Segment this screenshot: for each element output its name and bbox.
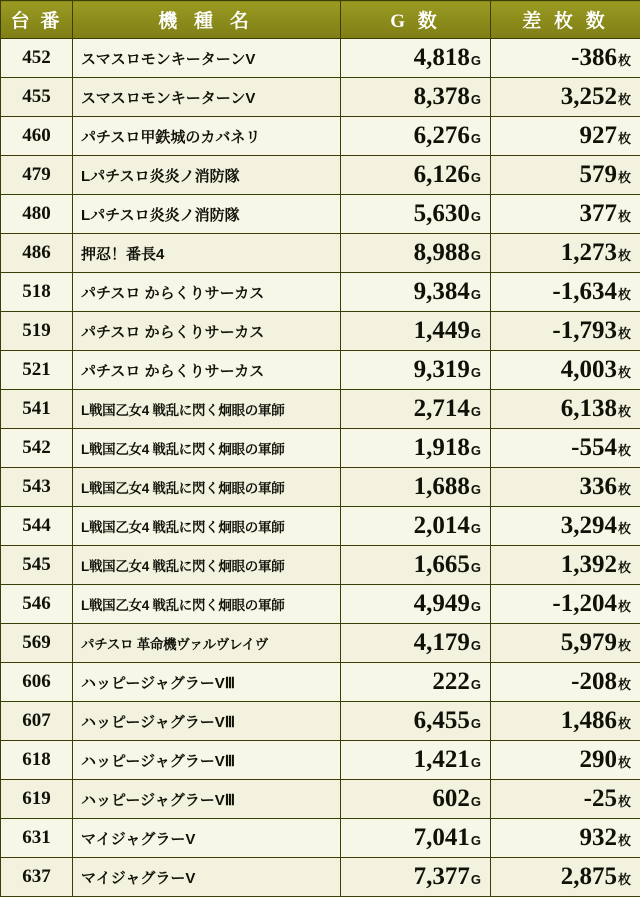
game-count-value: 4,818 [413,44,470,71]
medal-difference-value: 4,003 [560,356,617,383]
cell-machine-name: パチスロ 革命機ヴァルヴレイヴ [73,624,341,663]
table-header-row [1,1,640,39]
medal-difference-value: 3,294 [560,512,617,539]
cell-machine-number: 543 [1,468,73,507]
cell-machine-name: スマスロモンキーターンV [73,39,341,78]
medal-difference-unit: 枚 [617,248,631,263]
medal-difference-value: 579 [579,161,617,188]
column-header-machine-name: 機 種 名 [73,1,341,39]
cell-medal-difference [491,702,640,741]
cell-machine-number: 541 [1,390,73,429]
cell-medal-difference [491,624,640,663]
cell-machine-name: L戦国乙女4 戦乱に閃く炯眼の軍師 [73,507,341,546]
cell-medal-difference [491,780,640,819]
game-count-unit: G [470,209,481,224]
table-row [1,858,640,897]
cell-machine-number: 486 [1,234,73,273]
medal-difference-value: 3,252 [560,83,617,110]
game-count-unit: G [470,53,481,68]
table-row [1,429,640,468]
table-row [1,273,640,312]
column-header-machine-number: 台 番 [1,1,73,39]
cell-medal-difference [491,819,640,858]
cell-machine-number: 545 [1,546,73,585]
cell-game-count [341,624,491,663]
medal-difference-unit: 枚 [617,365,631,380]
column-header-game-count: G 数 [341,1,491,39]
game-count-unit: G [470,365,481,380]
medal-difference-value: 1,392 [560,551,617,578]
table-row [1,351,640,390]
game-count-unit: G [470,521,481,536]
cell-medal-difference [491,429,640,468]
cell-medal-difference [491,663,640,702]
medal-difference-unit: 枚 [617,170,631,185]
cell-game-count [341,78,491,117]
cell-game-count [341,312,491,351]
cell-game-count [341,780,491,819]
game-count-value: 602 [432,785,470,812]
cell-machine-number: 460 [1,117,73,156]
table-row [1,663,640,702]
cell-game-count [341,702,491,741]
medal-difference-unit: 枚 [617,287,631,302]
table-row [1,741,640,780]
medal-difference-value: -25 [583,785,617,812]
medal-difference-value: -1,204 [552,590,617,617]
medal-difference-value: -1,793 [552,317,617,344]
cell-medal-difference [491,195,640,234]
cell-game-count [341,234,491,273]
game-count-unit: G [470,248,481,263]
table-row [1,156,640,195]
medal-difference-value: 5,979 [560,629,617,656]
medal-difference-value: 290 [579,746,617,773]
medal-difference-unit: 枚 [617,482,631,497]
game-count-value: 222 [432,668,470,695]
table-row [1,390,640,429]
cell-medal-difference [491,468,640,507]
game-count-value: 1,918 [413,434,470,461]
game-count-unit: G [470,482,481,497]
game-count-value: 1,449 [413,317,470,344]
game-count-value: 2,014 [413,512,470,539]
table-row [1,546,640,585]
table-row [1,468,640,507]
cell-game-count [341,273,491,312]
medal-difference-unit: 枚 [617,833,631,848]
medal-difference-unit: 枚 [617,443,631,458]
cell-machine-number: 631 [1,819,73,858]
cell-machine-number: 619 [1,780,73,819]
cell-medal-difference [491,351,640,390]
game-count-value: 7,041 [413,824,470,851]
medal-difference-value: -554 [571,434,617,461]
game-count-value: 1,688 [413,473,470,500]
table-row [1,507,640,546]
cell-game-count [341,429,491,468]
game-count-value: 1,421 [413,746,470,773]
column-header-medal-difference: 差 枚 数 [491,1,640,39]
cell-game-count [341,156,491,195]
medal-difference-unit: 枚 [617,209,631,224]
cell-medal-difference [491,741,640,780]
cell-machine-name: L戦国乙女4 戦乱に閃く炯眼の軍師 [73,546,341,585]
game-count-unit: G [470,92,481,107]
game-count-value: 4,179 [413,629,470,656]
cell-machine-name: ハッピージャグラーVⅢ [73,663,341,702]
cell-game-count [341,195,491,234]
game-count-unit: G [470,716,481,731]
game-count-unit: G [470,131,481,146]
cell-machine-number: 544 [1,507,73,546]
cell-game-count [341,117,491,156]
cell-machine-number: 546 [1,585,73,624]
medal-difference-unit: 枚 [617,599,631,614]
cell-machine-number: 542 [1,429,73,468]
cell-machine-name: ハッピージャグラーVⅢ [73,741,341,780]
game-count-unit: G [470,677,481,692]
medal-difference-value: 1,486 [560,707,617,734]
game-count-value: 6,276 [413,122,470,149]
cell-machine-number: 480 [1,195,73,234]
table-row [1,312,640,351]
table-row [1,195,640,234]
cell-machine-name: ハッピージャグラーVⅢ [73,780,341,819]
medal-difference-unit: 枚 [617,716,631,731]
table-row [1,702,640,741]
table-row [1,819,640,858]
table-row [1,39,640,78]
medal-difference-value: -1,634 [552,278,617,305]
cell-game-count [341,351,491,390]
cell-medal-difference [491,273,640,312]
cell-machine-number: 606 [1,663,73,702]
cell-machine-name: パチスロ からくりサーカス [73,273,341,312]
cell-machine-number: 452 [1,39,73,78]
cell-medal-difference [491,858,640,897]
game-count-value: 1,665 [413,551,470,578]
game-count-unit: G [470,560,481,575]
medal-difference-value: 6,138 [560,395,617,422]
medal-difference-unit: 枚 [617,92,631,107]
cell-machine-number: 518 [1,273,73,312]
game-count-value: 6,455 [413,707,470,734]
cell-machine-name: パチスロ からくりサーカス [73,312,341,351]
cell-game-count [341,507,491,546]
game-count-unit: G [470,326,481,341]
game-count-value: 9,384 [413,278,470,305]
cell-game-count [341,390,491,429]
game-count-unit: G [470,833,481,848]
cell-medal-difference [491,117,640,156]
medal-difference-value: 927 [579,122,617,149]
cell-machine-name: マイジャグラーV [73,819,341,858]
cell-game-count [341,819,491,858]
medal-difference-unit: 枚 [617,131,631,146]
cell-game-count [341,585,491,624]
game-count-unit: G [470,443,481,458]
game-count-value: 7,377 [413,863,470,890]
medal-difference-unit: 枚 [617,53,631,68]
medal-difference-value: 1,273 [560,239,617,266]
game-count-value: 6,126 [413,161,470,188]
game-count-value: 5,630 [413,200,470,227]
cell-medal-difference [491,390,640,429]
cell-medal-difference [491,585,640,624]
cell-machine-name: ハッピージャグラーVⅢ [73,702,341,741]
cell-medal-difference [491,546,640,585]
cell-game-count [341,663,491,702]
cell-medal-difference [491,312,640,351]
game-count-unit: G [470,287,481,302]
cell-machine-name: Lパチスロ炎炎ノ消防隊 [73,156,341,195]
game-count-unit: G [470,170,481,185]
cell-game-count [341,39,491,78]
game-count-unit: G [470,872,481,887]
cell-machine-number: 618 [1,741,73,780]
medal-difference-value: 336 [579,473,617,500]
medal-difference-unit: 枚 [617,404,631,419]
cell-machine-name: L戦国乙女4 戦乱に閃く炯眼の軍師 [73,585,341,624]
table-body [1,39,640,897]
game-count-value: 8,988 [413,239,470,266]
table-header [1,1,640,39]
table-row [1,117,640,156]
medal-difference-unit: 枚 [617,755,631,770]
medal-difference-unit: 枚 [617,560,631,575]
cell-game-count [341,858,491,897]
medal-difference-value: 377 [579,200,617,227]
medal-difference-unit: 枚 [617,326,631,341]
cell-game-count [341,546,491,585]
medal-difference-value: 2,875 [560,863,617,890]
cell-machine-name: L戦国乙女4 戦乱に閃く炯眼の軍師 [73,390,341,429]
medal-difference-unit: 枚 [617,521,631,536]
medal-difference-unit: 枚 [617,638,631,653]
medal-difference-unit: 枚 [617,794,631,809]
table-row [1,234,640,273]
cell-machine-number: 637 [1,858,73,897]
game-count-unit: G [470,794,481,809]
cell-medal-difference [491,78,640,117]
cell-machine-name: 押忍！番長4 [73,234,341,273]
table-row [1,780,640,819]
table-row [1,78,640,117]
cell-game-count [341,468,491,507]
game-count-value: 2,714 [413,395,470,422]
medal-difference-value: -386 [571,44,617,71]
game-count-unit: G [470,404,481,419]
cell-machine-name: パチスロ からくりサーカス [73,351,341,390]
game-count-unit: G [470,599,481,614]
cell-game-count [341,741,491,780]
medal-difference-unit: 枚 [617,677,631,692]
cell-medal-difference [491,234,640,273]
cell-machine-name: Lパチスロ炎炎ノ消防隊 [73,195,341,234]
cell-medal-difference [491,507,640,546]
cell-medal-difference [491,39,640,78]
cell-machine-number: 569 [1,624,73,663]
cell-medal-difference [491,156,640,195]
game-count-unit: G [470,755,481,770]
game-count-value: 9,319 [413,356,470,383]
cell-machine-number: 521 [1,351,73,390]
medal-difference-value: -208 [571,668,617,695]
cell-machine-number: 607 [1,702,73,741]
table-row [1,585,640,624]
game-count-value: 4,949 [413,590,470,617]
game-count-value: 8,378 [413,83,470,110]
cell-machine-name: スマスロモンキーターンV [73,78,341,117]
table-row [1,624,640,663]
cell-machine-name: マイジャグラーV [73,858,341,897]
cell-machine-name: L戦国乙女4 戦乱に閃く炯眼の軍師 [73,468,341,507]
medal-difference-value: 932 [579,824,617,851]
cell-machine-name: L戦国乙女4 戦乱に閃く炯眼の軍師 [73,429,341,468]
game-count-unit: G [470,638,481,653]
cell-machine-number: 519 [1,312,73,351]
cell-machine-number: 479 [1,156,73,195]
cell-machine-number: 455 [1,78,73,117]
cell-machine-name: パチスロ甲鉄城のカバネリ [73,117,341,156]
medal-difference-unit: 枚 [617,872,631,887]
